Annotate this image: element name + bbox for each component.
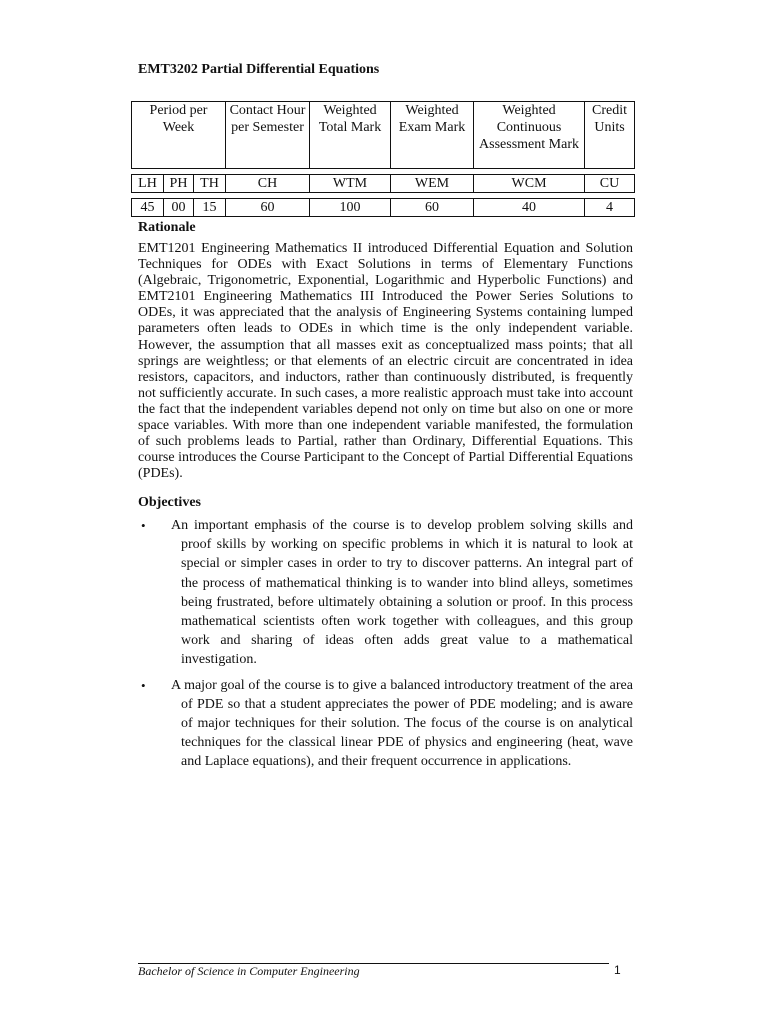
table-value-cell: 100 bbox=[310, 199, 391, 217]
table-header-cell: Weighted Total Mark bbox=[310, 102, 391, 169]
table-value-cell: 40 bbox=[474, 199, 585, 217]
table-value-cell: 60 bbox=[226, 199, 310, 217]
page-number: 1 bbox=[614, 963, 621, 977]
table-value-cell: 60 bbox=[391, 199, 474, 217]
table-subheader-cell: WEM bbox=[391, 175, 474, 193]
table-header-cell: Weighted Exam Mark bbox=[391, 102, 474, 169]
table-value-row bbox=[132, 199, 635, 217]
list-item bbox=[138, 676, 633, 772]
table-header-cell: Contact Hour per Semester bbox=[226, 102, 310, 169]
objectives-heading: Objectives bbox=[138, 495, 201, 510]
table-header-cell: Credit Units bbox=[585, 102, 635, 169]
table-subheader-cell: CU bbox=[585, 175, 635, 193]
table-subheader-cell: LH bbox=[132, 175, 164, 193]
table-header-cell: Period per Week bbox=[132, 102, 226, 169]
table-header-cell: Weighted Continuous Assessment Mark bbox=[474, 102, 585, 169]
table-header-row bbox=[132, 102, 635, 169]
table-subheader-cell: TH bbox=[194, 175, 226, 193]
table-value-cell: 00 bbox=[164, 199, 194, 217]
rationale-paragraph: EMT1201 Engineering Mathematics II introduced Differential Equation and Solution Techniques for ODEs with Exact Solutions in terms of Elementary Functions (Algebraic, Trigonometric, Exponential, Logarithmic and Hyperbolic Functions) and EMT2101 Engineering Mathematics III Introduced the Power Series Solutions to ODEs, it was appreciated that the analysis of Engineering Systems containing lumped parameters often leads to ODEs in which time is the only independent variable. However, the assumption that all masses exit as conceptualized mass points; that all springs are weightless; or that elements of an electric circuit are concentrated in idea resistors, capacitors, and inductors, rather than continuously distributed, is frequently not sufficiently accurate. In such cases, a more realistic approach must take into account the fact that the independent variables depend not only on time but also on one or more space variables. With more than one independent variable manifested, the formulation of such problems leads to Partial, rather than Ordinary, Differential Equations. This course introduces the Course Participant to the Concept of Partial Differential Equations (PDEs). bbox=[138, 241, 633, 482]
bullet-icon: • bbox=[141, 518, 146, 533]
objective-text: A major goal of the course is to give a balanced introductory treatment of the area of PDE so that a student appreciates the power of PDE modeling; and is aware of major techniques for their solution. The focus of the course is on analytical techniques for the classical linear PDE of physics and engineering (heat, wave and Laplace equations), and their frequent occurrence in applications. bbox=[171, 677, 633, 770]
table-value-cell: 15 bbox=[194, 199, 226, 217]
objectives-list bbox=[138, 516, 633, 778]
table-value-cell: 45 bbox=[132, 199, 164, 217]
table-subheader-cell: WTM bbox=[310, 175, 391, 193]
table-subheader-cell: WCM bbox=[474, 175, 585, 193]
objective-text: An important emphasis of the course is to develop problem solving skills and proof skills by working on specific problems in which it is natural to look at special or simpler cases in order to try to discover patterns. An integral part of the process of mathematical thinking is to wander into blind alleys, sometimes being frustrated, before ultimately obtaining a solution or proof. In this process mathematical scientists often work together with colleagues, and this group work and sharing of ideas often adds great value to a mathematical investigation. bbox=[171, 518, 633, 668]
table-subheader-row bbox=[132, 175, 635, 193]
table-subheader-cell: CH bbox=[226, 175, 310, 193]
table-value-cell: 4 bbox=[585, 199, 635, 217]
course-info-table bbox=[131, 101, 635, 217]
list-item bbox=[138, 516, 633, 670]
bullet-icon: • bbox=[141, 677, 146, 693]
footer-text: Bachelor of Science in Computer Engineering bbox=[138, 964, 360, 978]
rationale-heading: Rationale bbox=[138, 220, 196, 235]
course-title: EMT3202 Partial Differential Equations bbox=[138, 62, 380, 77]
table-subheader-cell: PH bbox=[164, 175, 194, 193]
